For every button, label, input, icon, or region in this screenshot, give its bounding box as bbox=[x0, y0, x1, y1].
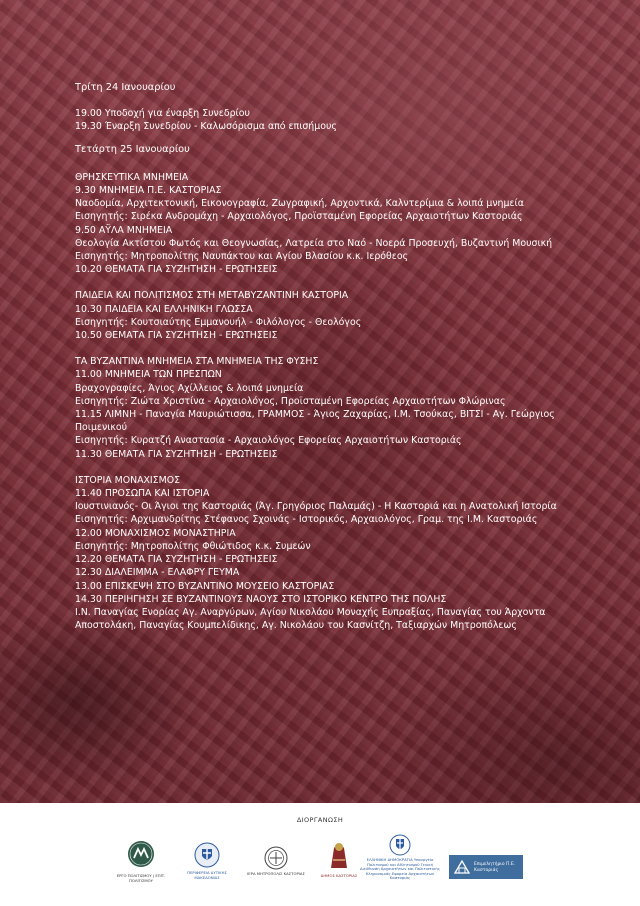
speaker-line: Εισηγητής: Μητροπολίτης Ναυπάκτου και Αγίου Βλασίου κ.κ. Ιερόθεος bbox=[75, 251, 409, 263]
logo-caption: ΕΡΓΟ ΠΟΛΙΤΙΣΜΟΥ | ΕΠΙΤ. ΠΟΛΙΤΙΣΜΟΥ bbox=[116, 873, 166, 883]
discussion-line: 10.20 ΘΕΜΑΤΑ ΓΙΑ ΣΥΖΗΤΗΣΗ - ΕΡΩΤΗΣΕΙΣ bbox=[75, 264, 278, 276]
chamber-logo-icon bbox=[449, 855, 523, 879]
logo-caption: Επιμελητήριο Π.Ε. Καστοριάς bbox=[474, 862, 516, 873]
municipality-logo-icon bbox=[320, 838, 358, 878]
schedule-line: 19.30 Έναρξη Συνεδρίου - Καλωσόρισμα από επισήμους bbox=[75, 121, 337, 133]
schedule-line: 19.00 Υποδοχή για έναρξη Συνεδρίου bbox=[75, 108, 250, 120]
program-schedule bbox=[75, 81, 575, 632]
section-title: ΙΣΤΟΡΙΑ ΜΟΝΑΧΙΣΜΟΣ bbox=[75, 474, 181, 486]
speaker-line: Εισηγητής: Μητροπολίτης Φθιώτιδος κ.κ. Συμεών bbox=[75, 540, 311, 552]
schedule-line: 13.00 ΕΠΙΣΚΕΨΗ ΣΤΟ ΒΥΖΑΝΤΙΝΟ ΜΟΥΣΕΙΟ ΚΑΣΤΟΡΙΑΣ bbox=[75, 580, 335, 592]
logo-caption: ΔΗΜΟΣ ΚΑΣΤΟΡΙΑΣ bbox=[320, 873, 358, 878]
schedule-line: Ναοδομία, Αρχιτεκτονική, Εικονογραφία, Ζωγραφική, Αρχοντικά, Καλντερίμια & λοιπά μνημεία bbox=[75, 198, 524, 210]
logo-caption: ΕΛΛΗΝΙΚΗ ΔΗΜΟΚΡΑΤΙΑ Υπουργείο Πολιτισμού και Αθλητισμού Γενική Διεύθυνση Αρχαιοτήτων και Πολιτιστικής Κληρονομιάς Εφορεία Αρχαιοτήτων Καστοριάς bbox=[360, 857, 440, 881]
schedule-line: 11.15 ΛΙΜΝΗ - Παναγία Μαυριώτισσα, ΓΡΑΜΜΟΣ - Άγιος Ζαχαρίας, Ι.Μ. Τσούκας, ΒΙΤΣΙ - Αγ. Γεώργιος Ποιμενικού bbox=[75, 409, 555, 434]
schedule-line: 12.00 ΜΟΝΑΧΙΣΜΟΣ ΜΟΝΑΣΤΗΡΙΑ bbox=[75, 527, 236, 539]
speaker-line: Εισηγητής: Κυρατζή Αναστασία - Αρχαιολόγος Εφορείας Αρχαιοτήτων Καστοριάς bbox=[75, 435, 462, 447]
organizers-label: ΔΙΟΡΓΑΝΩΣΗ bbox=[296, 816, 344, 824]
discussion-line: 10.50 ΘΕΜΑΤΑ ΓΙΑ ΣΥΖΗΤΗΣΗ - ΕΡΩΤΗΣΕΙΣ bbox=[75, 330, 278, 342]
section-title: ΘΡΗΣΚΕΥΤΙΚΑ ΜΝΗΜΕΙΑ bbox=[75, 171, 189, 183]
schedule-line: Ιουστινιανός- Οι Άγιοι της Καστοριάς (Άγ. Γρηγόριος Παλαμάς) - Η Καστοριά και η Ανατολική Ιστορία bbox=[75, 501, 557, 513]
day-heading-1: Τρίτη 24 Ιανουαρίου bbox=[75, 82, 176, 93]
logo-caption: ΠΕΡΙΦΕΡΕΙΑ ΔΥΤΙΚΗΣ ΜΑΚΕΔΟΝΙΑΣ bbox=[187, 870, 227, 880]
logo-caption: ΙΕΡΑ ΜΗΤΡΟΠΟΛΙΣ ΚΑΣΤΟΡΙΑΣ bbox=[247, 871, 305, 876]
greek-coat-of-arms-icon bbox=[187, 842, 227, 880]
organizers-footer bbox=[0, 803, 640, 906]
schedule-line: Θεολογία Ακτίστου Φωτός και Θεογνωσίας, Λατρεία στο Ναό - Νοερά Προσευχή, Βυζαντινή Μουσική bbox=[75, 237, 553, 249]
discussion-line: 12.20 ΘΕΜΑΤΑ ΓΙΑ ΣΥΖΗΤΗΣΗ - ΕΡΩΤΗΣΕΙΣ bbox=[75, 554, 278, 566]
schedule-line: 9.30 ΜΝΗΜΕΙΑ Π.Ε. ΚΑΣΤΟΡΙΑΣ bbox=[75, 185, 222, 197]
speaker-line: Εισηγητής: Κουτσιαύτης Εμμανουήλ - Φιλόλογος - Θεολόγος bbox=[75, 316, 362, 328]
section-title: ΠΑΙΔΕΙΑ ΚΑΙ ΠΟΛΙΤΙΣΜΟΣ ΣΤΗ ΜΕΤΑΒΥΖΑΝΤΙΝΗ ΚΑΣΤΟΡΙΑ bbox=[75, 290, 349, 302]
schedule-line: Βραχογραφίες, Άγιος Αχίλλειος & λοιπά μνημεία bbox=[75, 382, 304, 394]
schedule-line: 11.40 ΠΡΟΣΩΠΑ ΚΑΙ ΙΣΤΟΡΙΑ bbox=[75, 488, 210, 500]
speaker-line: Εισηγητής: Αρχιμανδρίτης Στέφανος Σχοινάς - Ιστορικός, Αρχαιολόγος, Γραμ. της Ι.Μ. Καστοριάς bbox=[75, 514, 538, 526]
day-heading-2: Τετάρτη 25 Ιανουαρίου bbox=[75, 143, 190, 155]
schedule-line: 10.30 ΠΑΙΔΕΙΑ ΚΑΙ ΕΛΛΗΝΙΚΗ ΓΛΩΣΣΑ bbox=[75, 303, 253, 315]
schedule-line: Ι.Ν. Παναγίας Ενορίας Αγ. Αναργύρων, Αγίου Νικολάου Μοναχής Ευπραξίας, Παναγίας του Άρχοντα Αποστολάκη, Παναγίας Κουμπελίδικης, Αγ. Νικολάου του Κασνίτζη, Ταξιαρχών Μητροπόλεως bbox=[75, 606, 546, 632]
metropolis-seal-icon bbox=[247, 846, 305, 876]
schedule-line: 14.30 ΠΕΡΙΗΓΗΣΗ ΣΕ ΒΥΖΑΝΤΙΝΟΥΣ ΝΑΟΥΣ ΣΤΟ ΙΣΤΟΡΙΚΟ ΚΕΝΤΡΟ ΤΗΣ ΠΟΛΗΣ bbox=[75, 593, 447, 605]
discussion-line: 11.30 ΘΕΜΑΤΑ ΓΙΑ ΣΥΖΗΤΗΣΗ - ΕΡΩΤΗΣΕΙΣ bbox=[75, 448, 278, 460]
schedule-line: 12.30 ΔΙΑΛΕΙΜΜΑ - ΕΛΑΦΡΥ ΓΕΥΜΑ bbox=[75, 567, 240, 579]
schedule-line: 9.50 ΑΫΛΑ ΜΝΗΜΕΙΑ bbox=[75, 224, 173, 236]
schedule-line: 11.00 ΜΝΗΜΕΙΑ ΤΩΝ ΠΡΕΣΠΩΝ bbox=[75, 369, 222, 381]
speaker-line: Εισηγητής: Ζιώτα Χριστίνα - Αρχαιολόγος, Προϊσταμένη Εφορείας Αρχαιοτήτων Φλώρινας bbox=[75, 395, 506, 407]
speaker-line: Εισηγητής: Σιρέκα Ανδρομάχη - Αρχαιολόγος, Προϊσταμένη Εφορείας Αρχαιοτήτων Καστοριάς bbox=[75, 211, 523, 223]
section-title: ΤΑ ΒΥΖΑΝΤΙΝΑ ΜΝΗΜΕΙΑ ΣΤΑ ΜΝΗΜΕΙΑ ΤΗΣ ΦΥΣΗΣ bbox=[75, 356, 319, 368]
hellenic-republic-emblem-icon bbox=[360, 834, 440, 881]
ministry-emblem-icon bbox=[116, 840, 166, 883]
